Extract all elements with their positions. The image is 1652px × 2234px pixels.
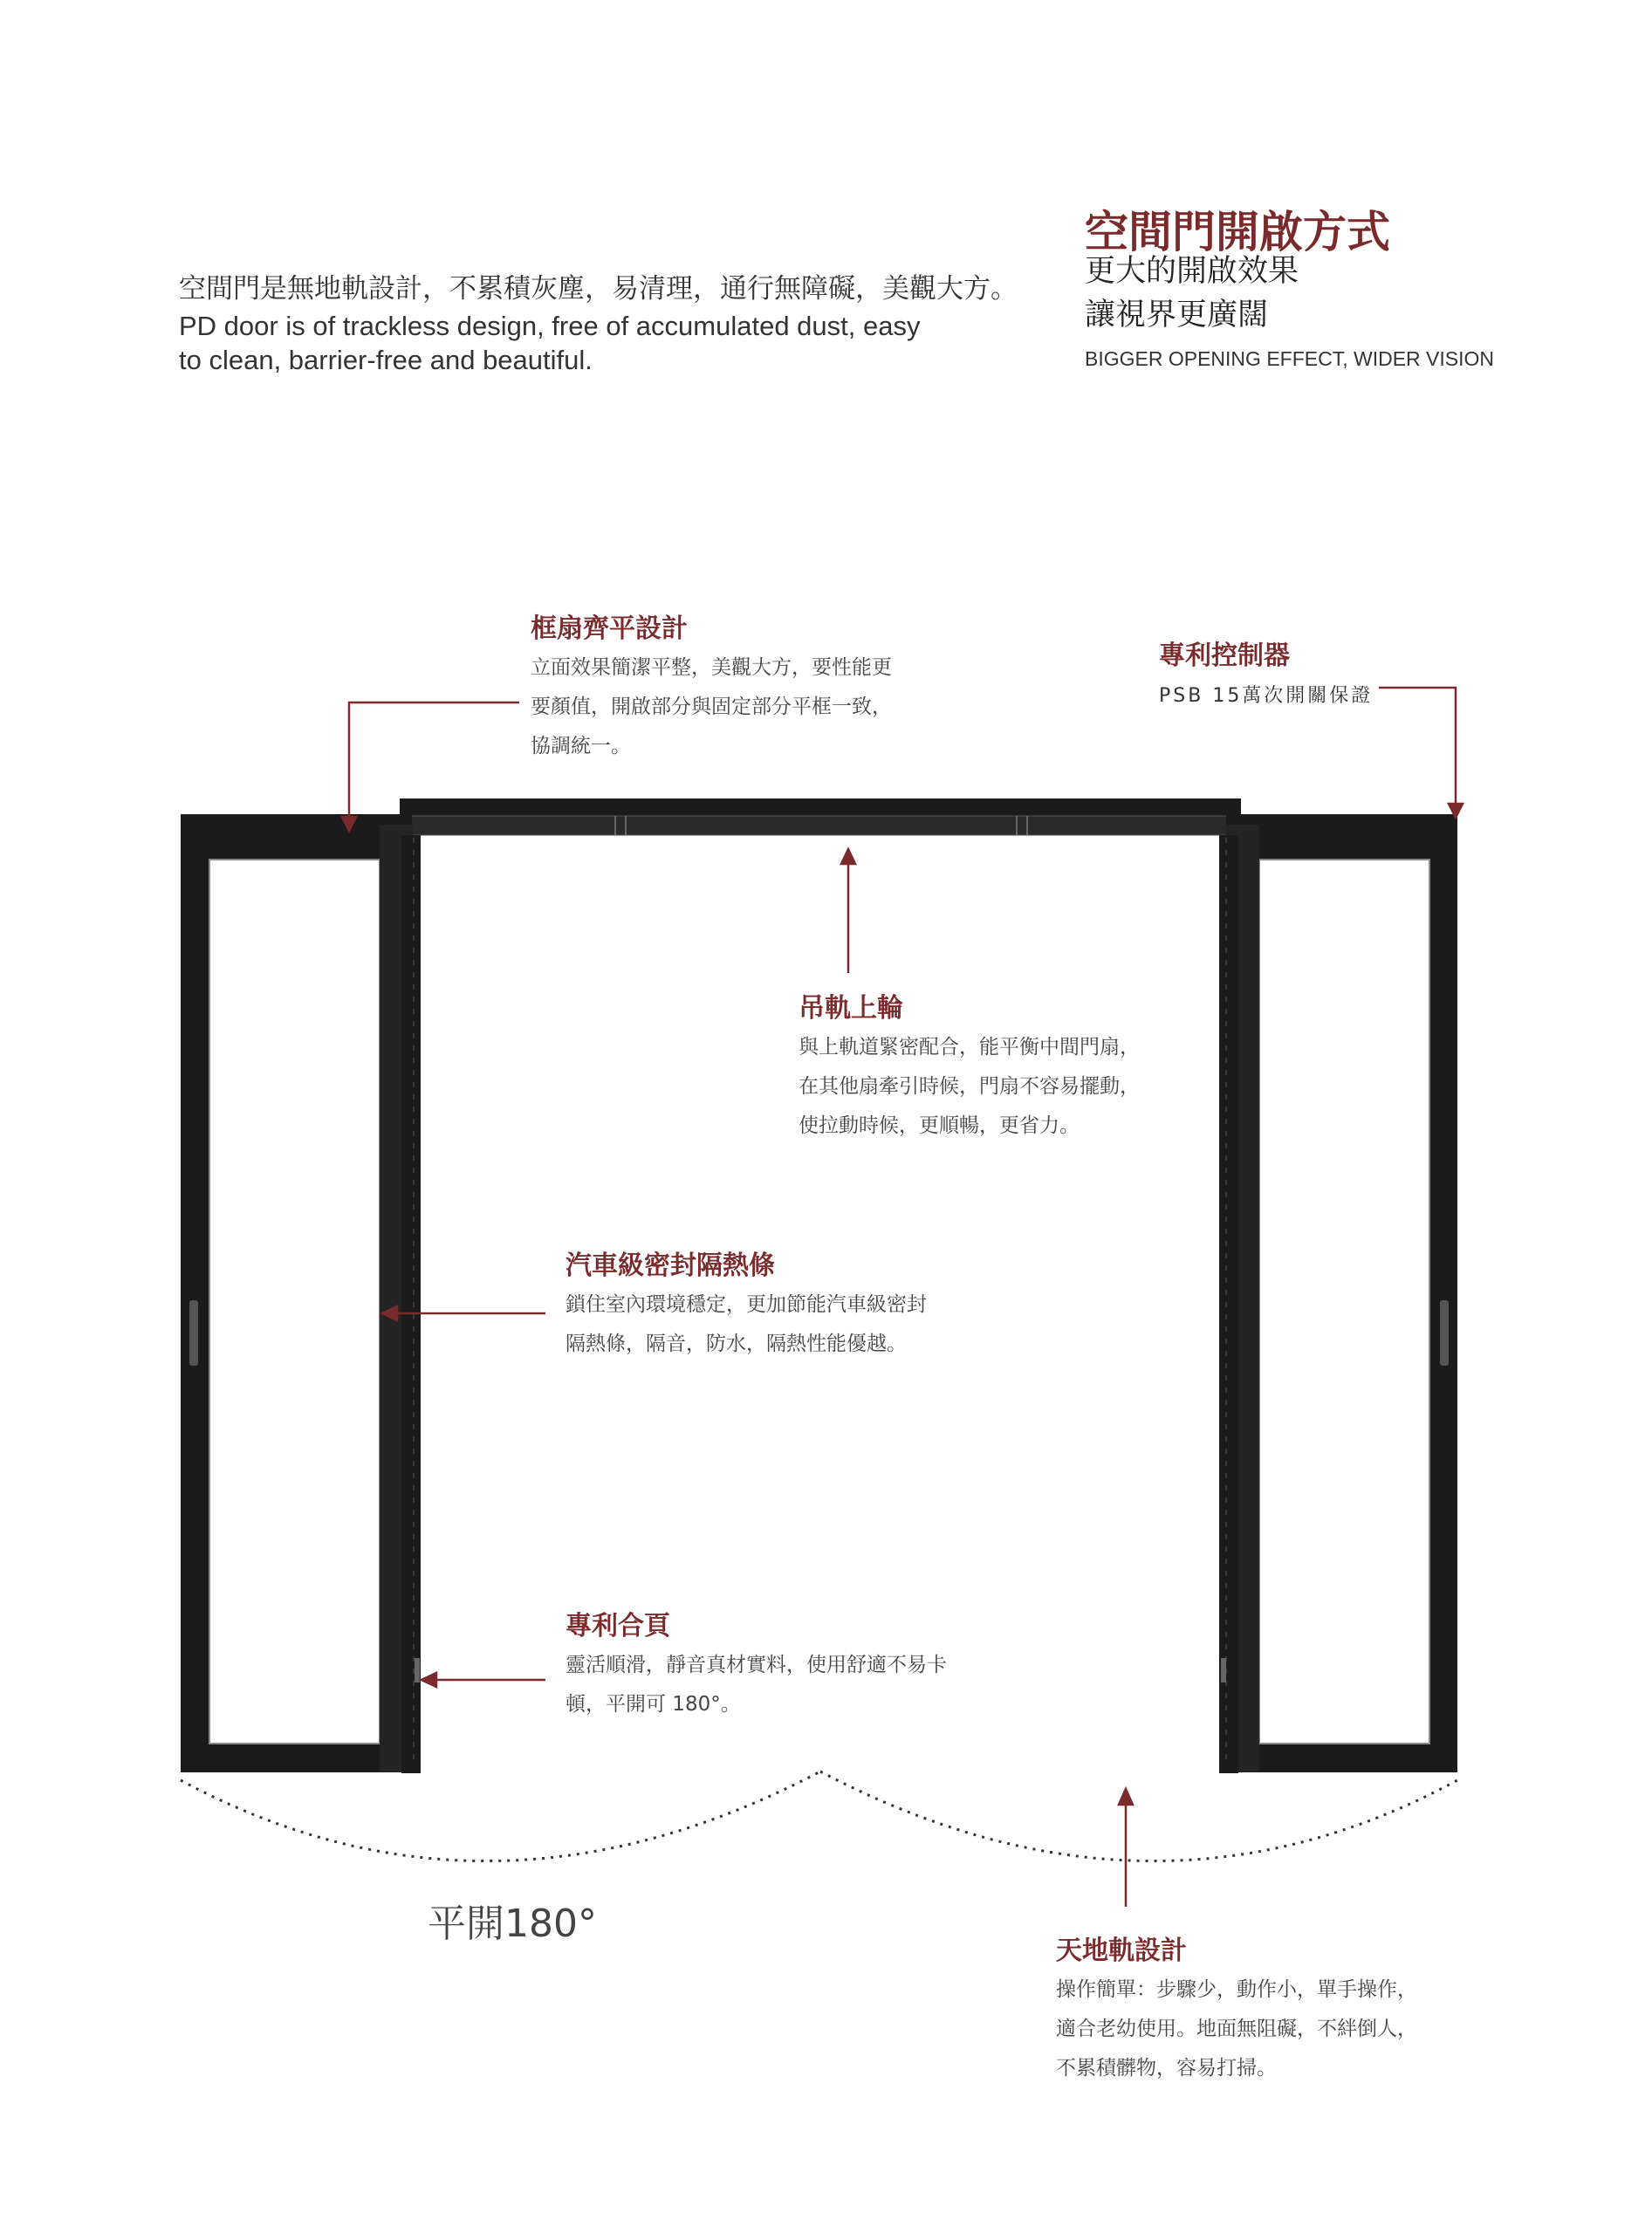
feature-hinge-line-2: 頓，平開可 180°。 — [566, 1693, 741, 1716]
feature-top-wheel-line-2: 在其他扇牽引時候，門扇不容易擺動， — [799, 1075, 1140, 1098]
subtitle-english: BIGGER OPENING EFFECT, WIDER VISION — [1085, 347, 1494, 370]
intro-chinese: 空間門是無地軌設計，不累積灰塵，易清理，通行無障礙，美觀大方。 — [179, 273, 1018, 305]
right-handle — [1440, 1300, 1449, 1366]
feature-seal-strip — [566, 1244, 927, 1364]
feature-track-line-3: 不累積髒物，容易打掃。 — [1056, 2057, 1277, 2080]
subtitle-line-2: 讓視界更廣闊 — [1085, 298, 1269, 332]
feature-frame-flush-line-1: 立面效果簡潔平整，美觀大方，要性能更 — [531, 656, 892, 679]
feature-frame-flush-line-2: 要顏值，開啟部分與固定部分平框一致， — [531, 696, 892, 718]
feature-track-title: 天地軌設計 — [1056, 1936, 1187, 1966]
right-glass — [1259, 860, 1429, 1744]
feature-track-line-1: 操作簡單：步驟少，動作小，單手操作， — [1056, 1978, 1417, 2001]
right-sash-post — [1219, 835, 1238, 1773]
intro-english-line-2: to clean, barrier-free and beautiful. — [179, 345, 593, 375]
feature-controller-title: 專利控制器 — [1159, 641, 1290, 671]
feature-hinge-title: 專利合頁 — [566, 1611, 670, 1641]
left-sash-post — [401, 835, 421, 1773]
top-rail — [410, 816, 1230, 835]
feature-seal-strip-line-2: 隔熱條，隔音，防水，隔熱性能優越。 — [566, 1333, 907, 1355]
swing-angle-label: 平開180° — [428, 1902, 597, 1946]
feature-controller-line: PSB 15萬次開關保證 — [1159, 685, 1374, 707]
feature-track — [1056, 1929, 1417, 2088]
left-handle — [189, 1300, 198, 1366]
feature-seal-strip-line-1: 鎖住室內環境穩定，更加節能汽車級密封 — [566, 1293, 927, 1316]
feature-top-wheel — [799, 986, 1140, 1146]
right-swing-arc — [820, 1771, 1457, 1861]
feature-frame-flush-line-3: 協調統一。 — [531, 735, 631, 757]
feature-frame-flush-title: 框扇齊平設計 — [531, 613, 688, 644]
page-title: 空間門開啟方式 — [1085, 207, 1390, 257]
feature-top-wheel-line-3: 使拉動時候，更順暢，更省力。 — [799, 1114, 1080, 1137]
feature-top-wheel-title: 吊軌上輪 — [799, 993, 903, 1024]
feature-top-wheel-line-1: 與上軌道緊密配合，能平衡中間門扇， — [799, 1036, 1140, 1059]
subtitle-line-1: 更大的開啟效果 — [1085, 254, 1299, 289]
feature-frame-flush — [531, 606, 892, 766]
feature-controller — [1159, 634, 1373, 708]
intro-english-line-1: PD door is of trackless design, free of accumulated dust, easy — [179, 311, 921, 341]
feature-hinge — [566, 1604, 947, 1724]
feature-hinge-line-1: 靈活順滑，靜音真材實料，使用舒適不易卡 — [566, 1654, 947, 1676]
feature-seal-strip-title: 汽車級密封隔熱條 — [566, 1251, 775, 1281]
feature-track-line-2: 適合老幼使用。地面無阻礙，不絆倒人， — [1056, 2018, 1417, 2040]
left-swing-arc — [181, 1771, 820, 1861]
left-glass — [209, 860, 380, 1744]
